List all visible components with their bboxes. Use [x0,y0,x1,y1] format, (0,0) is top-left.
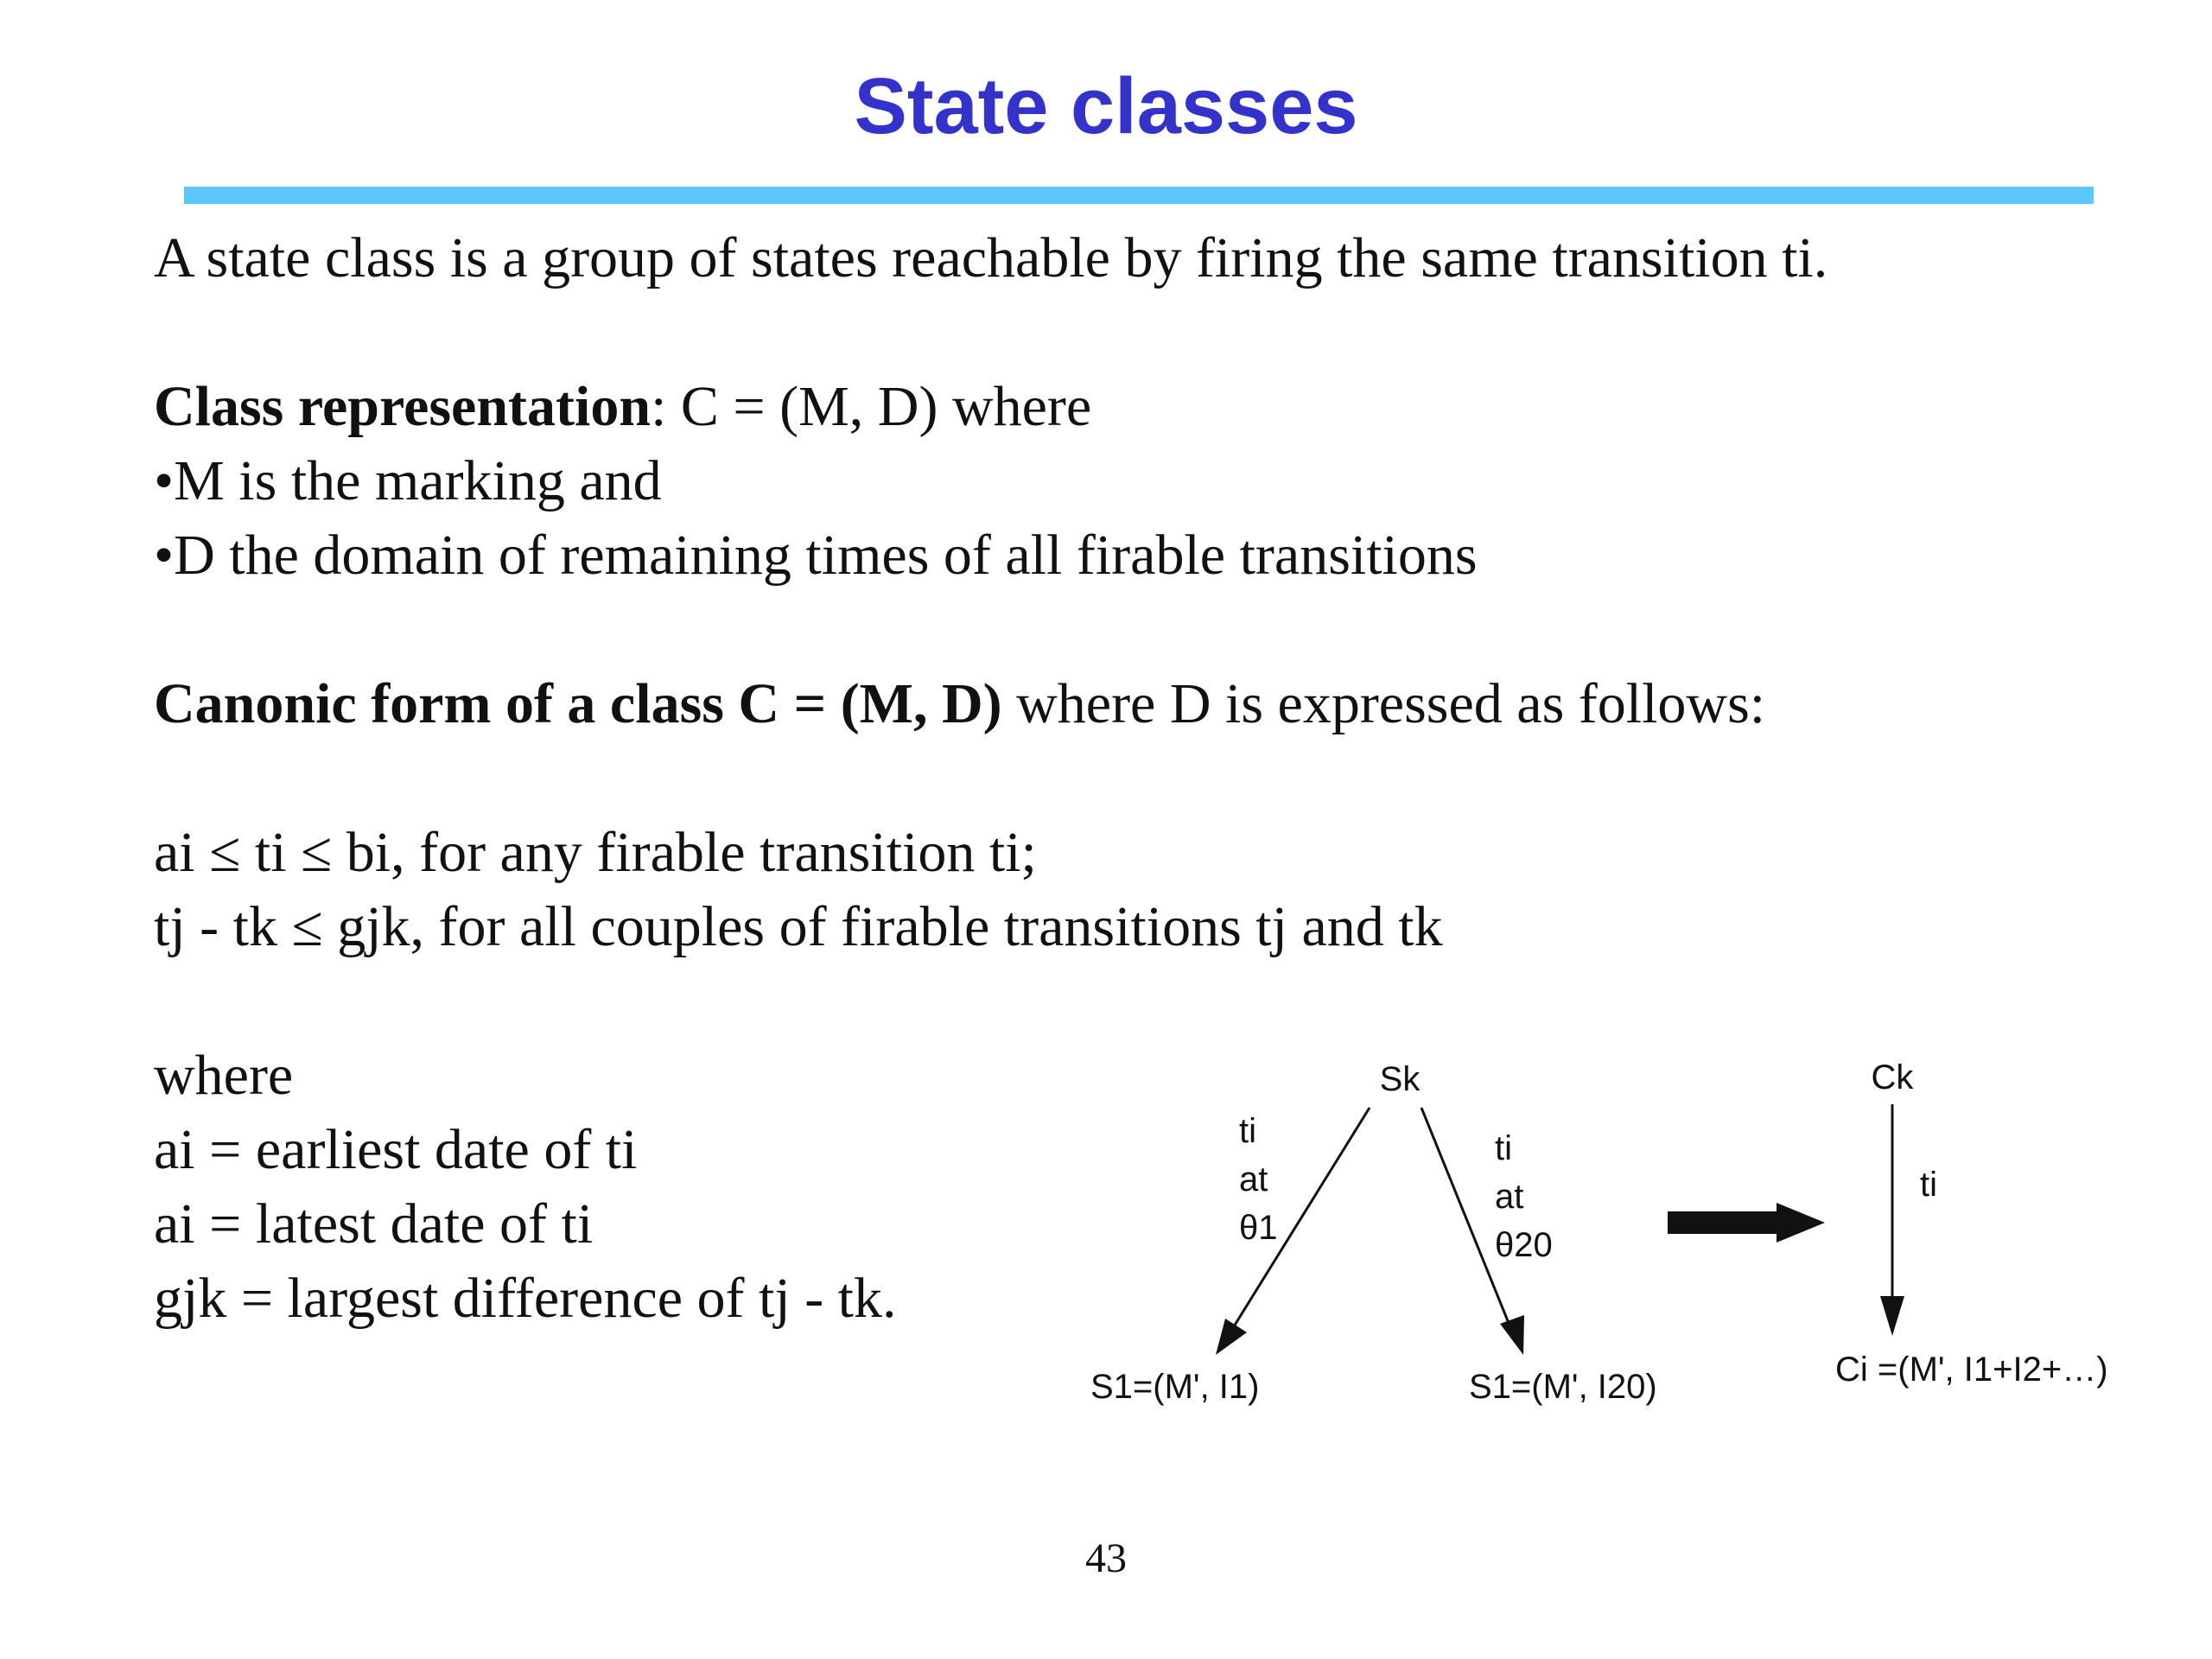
class-target-state: Ci =(M', I1+I2+…) [1835,1351,2108,1389]
constraint-differences: tj - tk ≤ gjk, for all couples of firable transitions tj and tk [154,895,1443,958]
right-edge-label-theta: θ20 [1495,1226,1553,1264]
where-latest: ai = latest date of ti [154,1192,594,1255]
intro-text: A state class is a group of states reachable by firing the same transition ti. [154,226,1828,289]
where-gjk: gjk = largest difference of tj - tk. [154,1267,897,1330]
left-edge-label-theta: θ1 [1239,1209,1278,1247]
canonic-form-text: where D is expressed as follows: [1001,672,1766,735]
left-edge-label-ti: ti [1239,1112,1256,1150]
right-target-state: S1=(M', I20) [1469,1368,1657,1406]
slide-title: State classes [854,62,1358,150]
right-edge-label-at: at [1495,1178,1524,1216]
right-edge-label-ti: ti [1495,1129,1512,1167]
bullet-domain: •D the domain of remaining times of all firable transitions [154,524,1478,587]
left-edge-label-at: at [1239,1160,1268,1198]
class-edge-label: ti [1920,1166,1937,1204]
constraint-bounds: ai ≤ ti ≤ bi, for any firable transition ti; [154,821,1037,884]
right-arrowhead [1500,1315,1524,1355]
left-target-state: S1=(M', I1) [1090,1368,1260,1406]
where-earliest: ai = earliest date of ti [154,1118,638,1181]
transform-arrow-head [1777,1203,1825,1243]
page-number: 43 [1085,1535,1127,1581]
sk-node: Sk [1379,1060,1421,1098]
ck-node: Ck [1871,1058,1914,1096]
left-arrowhead [1216,1319,1247,1355]
where-heading: where [154,1044,294,1107]
class-arrowhead [1880,1296,1904,1336]
class-representation-text: : C = (M, D) where [651,375,1092,438]
transform-arrow-shaft [1668,1211,1780,1234]
canonic-form-label: Canonic form of a class C = (M, D) [154,672,1002,735]
class-representation-label: Class representation [154,375,652,438]
bullet-marking: •M is the marking and [154,449,662,512]
